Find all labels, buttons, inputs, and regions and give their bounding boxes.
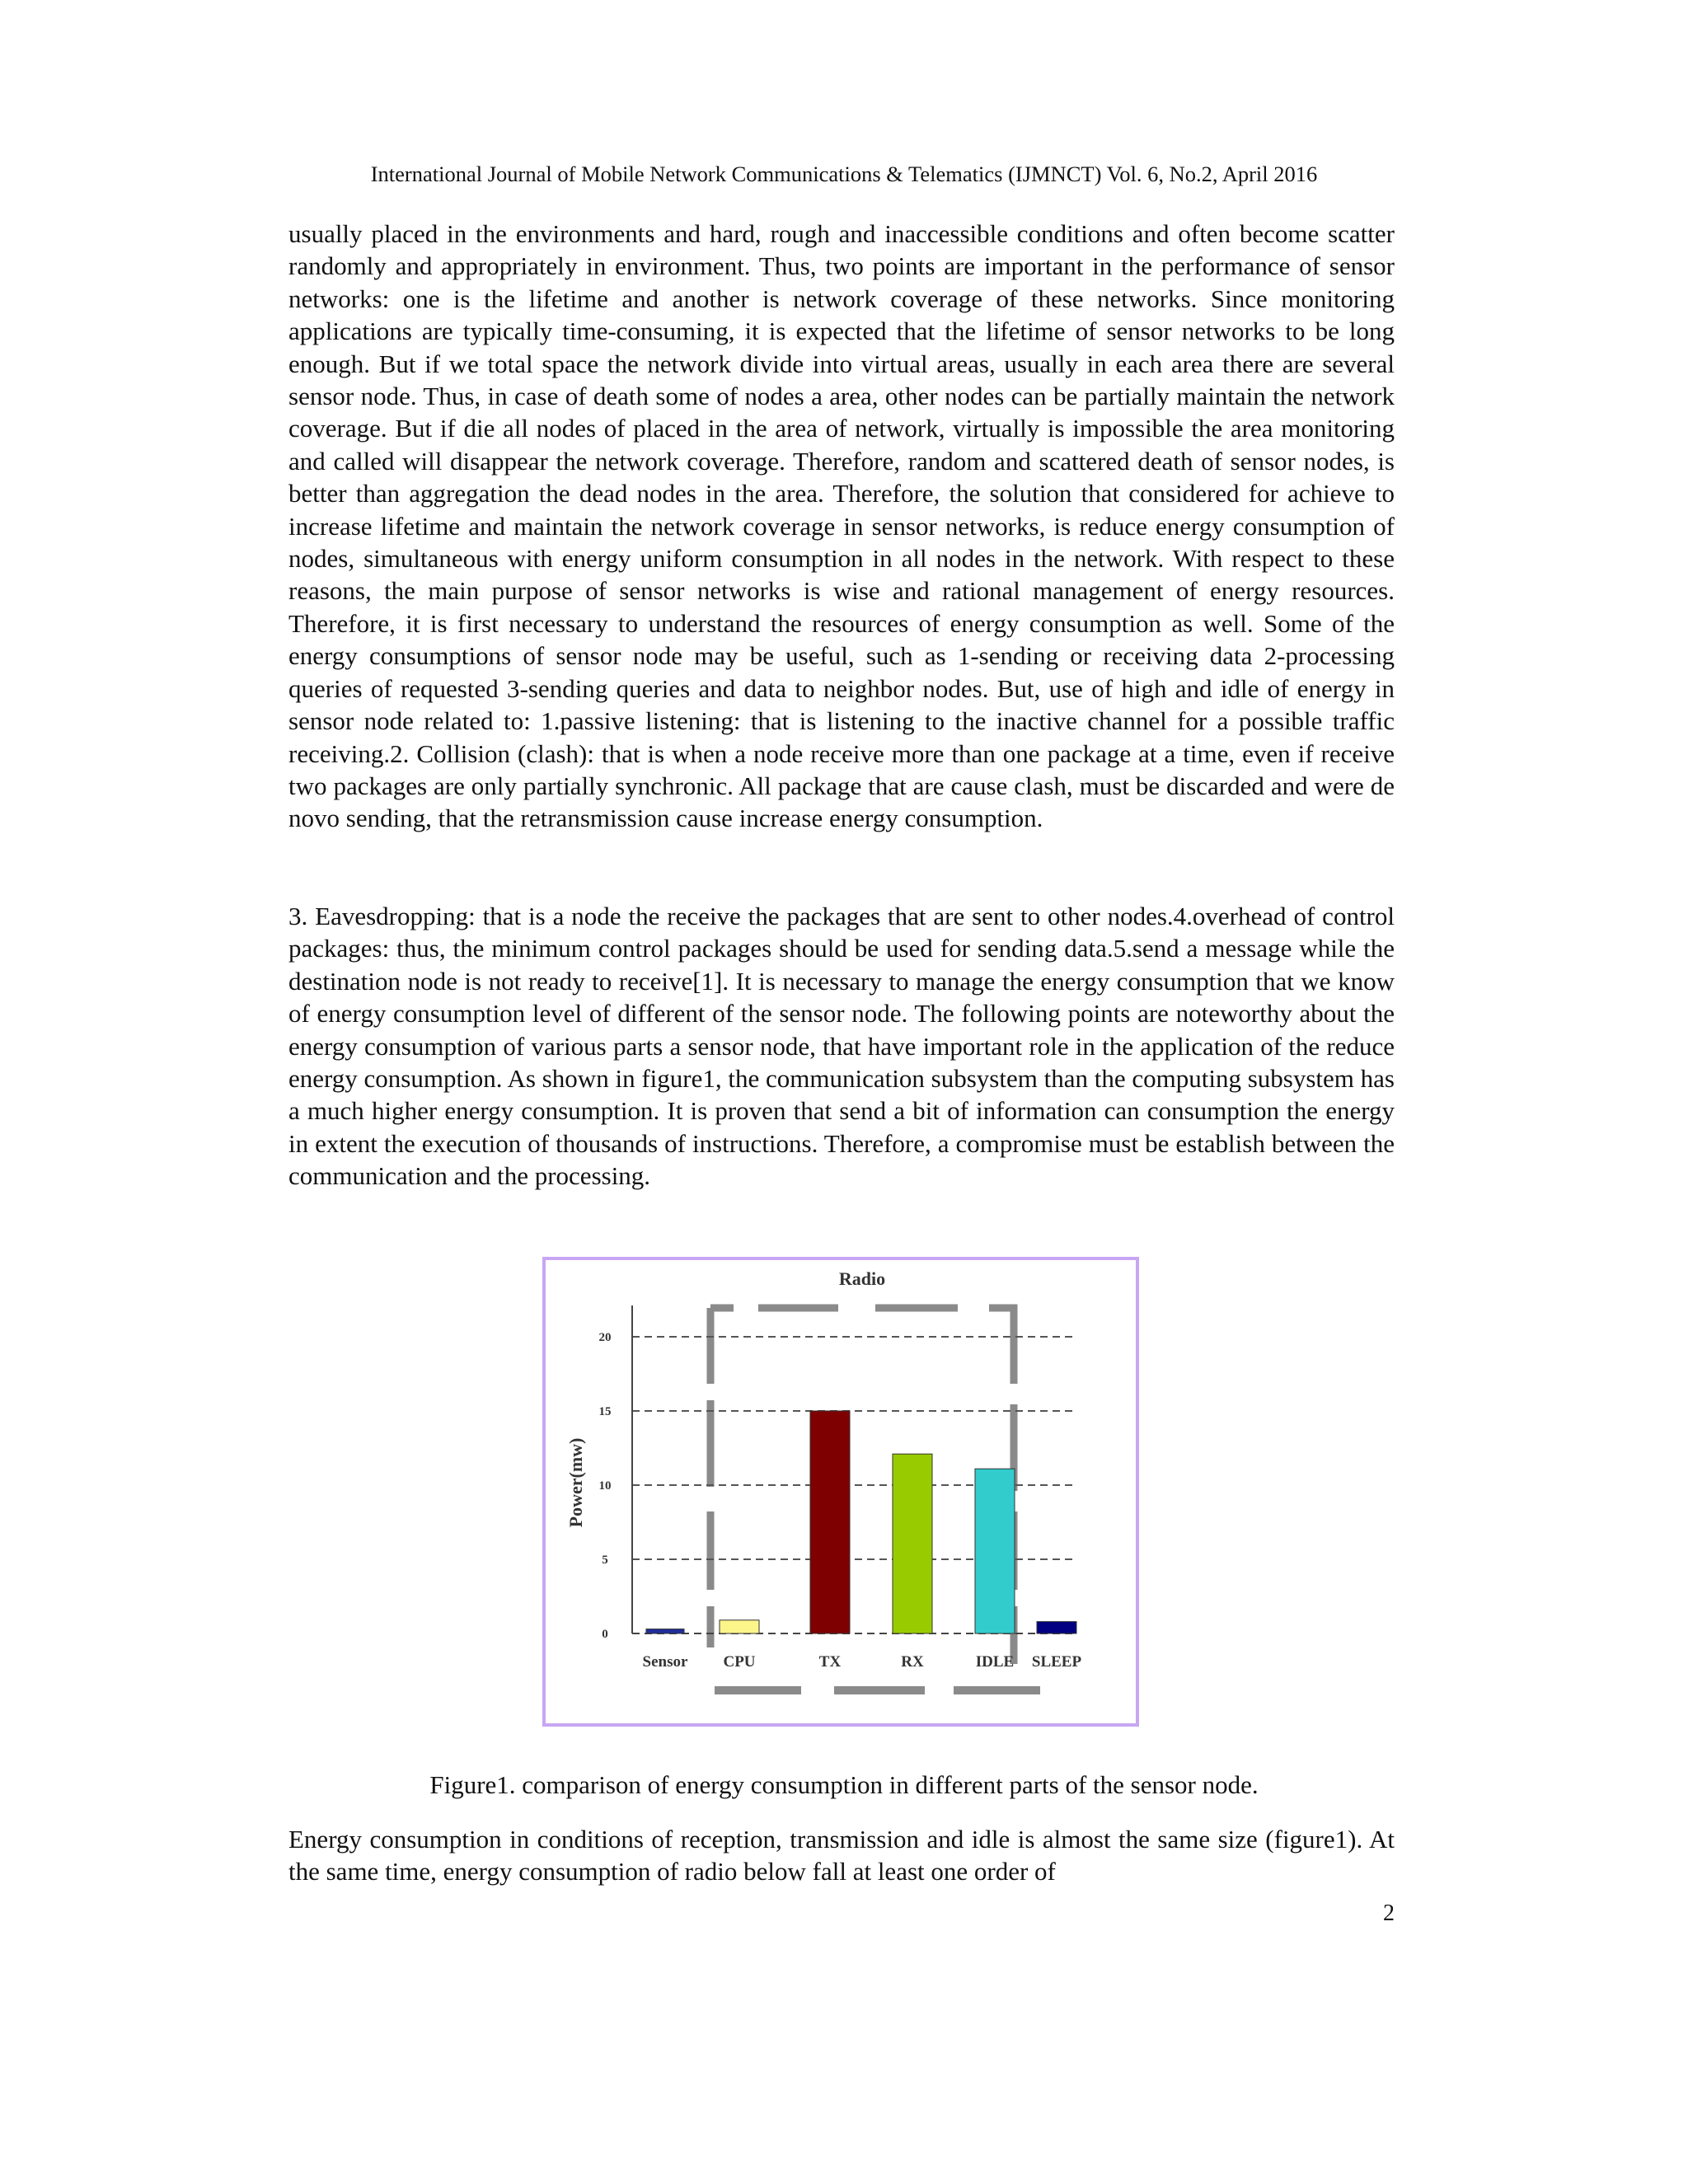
y-axis-label: Power(mw): [565, 1437, 586, 1528]
bar-cpu: [720, 1620, 759, 1633]
body-paragraph: usually placed in the environments and hard, rough and inaccessible conditions and often become scatter randomly and appropriately in environment. Thus, two points are important in the performance of sensor networks: one is the lifetime and another is network coverage of these networks. Since monitoring applications are typically time-consuming, it is expected that the lifetime of sensor networks to be long enough. But if we total space the network divide into virtual areas, usually in each area there are several sensor node. Thus, in case of death some of nodes a area, other nodes can be partially maintain the network coverage. But if die all nodes of placed in the area of network, virtually is impossible the area monitoring and called will disappear the network coverage. Therefore, random and scattered death of sensor nodes, is better than aggregation the dead nodes in the area. Therefore, the solution that considered for achieve to increase lifetime and maintain the network coverage in sensor networks, is reduce energy consumption of nodes, simultaneous with energy uniform consumption in all nodes in the network. With respect to these reasons, the main purpose of sensor networks is wise and rational management of energy resources. Therefore, it is first necessary to understand the resources of energy consumption as well. Some of the energy consumptions of sensor node may be useful, such as 1-sending or receiving data 2-processing queries of requested 3-sending queries and data to neighbor nodes. But, use of high and idle of energy in sensor node related to: 1.passive listening: that is listening to the inactive channel for a possible traffic receiving.2. Collision (clash): that is when a node receive more than one package at a time, even if receive two packages are only partially synchronic. All package that are cause clash, must be discarded and were de novo sending, that the retransmission cause increase energy consumption.: [288, 219, 1395, 833]
bar-rx: [893, 1454, 932, 1633]
y-tick-label: 15: [598, 1405, 612, 1418]
x-tick-label: IDLE: [975, 1653, 1015, 1671]
running-header: International Journal of Mobile Network Communications & Telematics (IJMNCT) Vol. 6, No.2, April 2016: [370, 162, 1318, 186]
energy-bar-chart: [546, 1260, 1136, 1723]
x-tick-label: SLEEP: [1031, 1653, 1082, 1671]
x-tick-label: CPU: [723, 1653, 756, 1671]
bar-sleep: [1037, 1622, 1076, 1633]
page-number: 2: [1383, 1900, 1395, 1926]
y-tick-label: 10: [598, 1479, 612, 1493]
bar-tx: [810, 1411, 850, 1633]
x-tick-label: Sensor: [642, 1653, 688, 1671]
y-tick-label: 20: [598, 1331, 612, 1344]
bar-idle: [975, 1469, 1015, 1633]
figure-1-chart: [542, 1257, 1139, 1727]
figure-caption: Figure1. comparison of energy consumption in different parts of the sensor node.: [429, 1770, 1259, 1799]
body-paragraph: 3. Eavesdropping: that is a node the receive the packages that are sent to other nodes.4.overhead of control packages: thus, the minimum control packages should be used for sending data.5.send a message while the destination node is not ready to receive[1]. It is necessary to manage the energy consumption that we know of energy consumption level of different of the sensor node. The following points are noteworthy about the energy consumption of various parts a sensor node, that have important role in the application of the reduce energy consumption. As shown in figure1, the communication subsystem than the computing subsystem has a much higher energy consumption. It is proven that send a bit of information can consumption the energy in extent the execution of thousands of instructions. Therefore, a compromise must be establish between the communication and the processing.: [288, 902, 1395, 1191]
bar-sensor: [646, 1629, 684, 1633]
body-paragraph: Energy consumption in conditions of reception, transmission and idle is almost the same size (figure1). At the same time, energy consumption of radio below fall at least one order of: [288, 1825, 1395, 1886]
x-tick-label: TX: [818, 1653, 842, 1671]
y-tick-label: 5: [602, 1554, 608, 1567]
radio-group-label: Radio: [838, 1268, 886, 1289]
y-tick-label: 0: [602, 1628, 608, 1641]
x-tick-label: RX: [901, 1653, 924, 1671]
radio-bracket-corner-tr: [989, 1308, 1014, 1384]
